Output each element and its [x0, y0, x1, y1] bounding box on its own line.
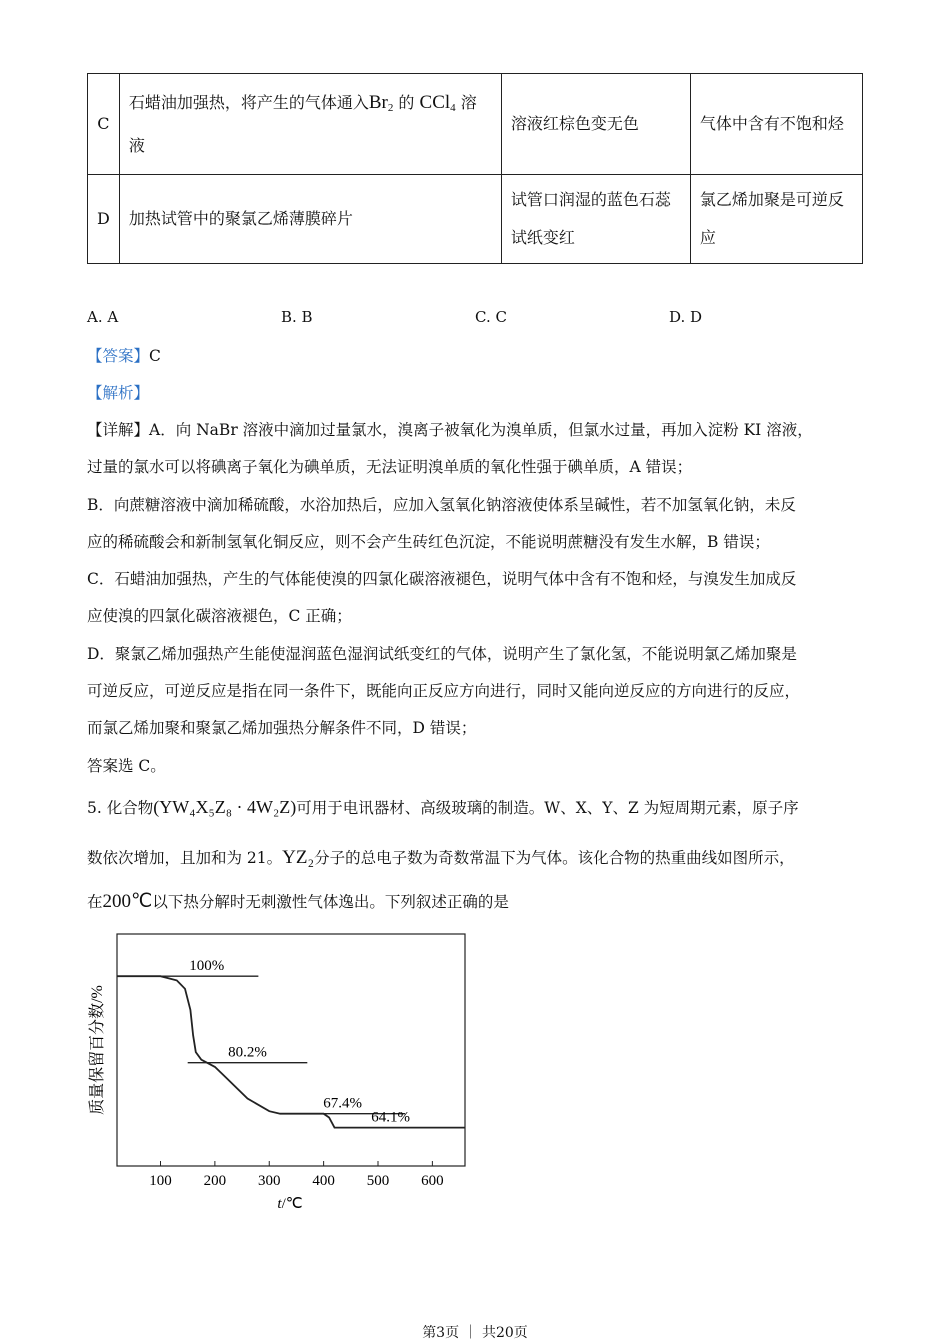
- conclusion-cell: 氯乙烯加聚是可逆反应: [690, 175, 862, 264]
- table-row: [88, 175, 863, 264]
- choice-b[interactable]: B. B: [281, 308, 313, 326]
- annotation-label: 100%: [189, 958, 225, 975]
- x-tick-label: 300: [258, 1173, 281, 1189]
- detail-line: B．向蔗糖溶液中滴加稀硫酸，水浴加热后，应加入氢氧化钠溶液使体系呈碱性，若不加氢氧化钠，未反: [87, 496, 796, 514]
- x-tick-label: 100: [149, 1173, 172, 1189]
- question5-line2: 数依次增加，且加和为 21。YZ₂分子的总电子数为奇数常温下为气体。该化合物的热重曲线如图所示，: [87, 847, 795, 868]
- x-tick-label: 200: [203, 1173, 227, 1189]
- choice-d[interactable]: D. D: [669, 308, 703, 326]
- x-tick-label: 500: [366, 1173, 390, 1189]
- detail-line: 应的稀硫酸会和新制氢氧化铜反应，则不会产生砖红色沉淀，不能说明蔗糖没有发生水解，B 错误；: [87, 533, 770, 551]
- detail-line: 过量的氯水可以将碘离子氧化为碘单质，无法证明溴单质的氧化性强于碘单质，A 错误；: [87, 458, 693, 476]
- choice-a[interactable]: A. A: [87, 308, 119, 326]
- conclusion-cell: 气体中含有不饱和烃: [690, 74, 862, 175]
- detail-line: 【详解】A．向 NaBr 溶液中滴加过量氯水，溴离子被氧化为溴单质，但氯水过量，再加入淀粉 KI 溶液，: [87, 421, 813, 439]
- annotation-label: 80.2%: [228, 1044, 267, 1061]
- detail-line: 而氯乙烯加聚和聚氯乙烯加强热分解条件不同，D 错误；: [87, 719, 477, 737]
- phenomenon-cell: 溶液红棕色变无色: [501, 74, 690, 175]
- row-label: D: [88, 175, 120, 264]
- annotation-label: 64.1%: [371, 1109, 410, 1126]
- row-label: C: [88, 74, 120, 175]
- detail-line: 可逆反应，可逆反应是指在同一条件下，既能向正反应方向进行，同时又能向逆反应的方向进行的反应，: [87, 682, 801, 700]
- question5-line3: 在200℃以下热分解时无刺激性气体逸出。下列叙述正确的是: [87, 891, 509, 912]
- tg-curve: [117, 976, 465, 1127]
- detail-line: D．聚氯乙烯加强热产生能使湿润蓝色湿润试纸变红的气体，说明产生了氯化氢，不能说明氯乙烯加聚是: [87, 645, 797, 663]
- y-axis-label: 质量保留百分数/%: [89, 985, 106, 1115]
- annotation-label: 67.4%: [323, 1095, 363, 1112]
- detail-conclusion: 答案选 C。: [87, 757, 166, 775]
- detail-line: 应使溴的四氯化碳溶液褪色，C 正确；: [87, 607, 352, 625]
- operation-cell: 加热试管中的聚氯乙烯薄膜碎片: [119, 175, 501, 264]
- answer-line: 【答案】C: [87, 347, 161, 365]
- choice-c[interactable]: C. C: [475, 308, 507, 326]
- x-tick-label: 600: [421, 1173, 444, 1189]
- thermogravimetric-chart: [80, 928, 480, 1218]
- analysis-heading: 【解析】: [87, 384, 150, 402]
- page-footer: 第3页 ｜ 共20页: [422, 1325, 528, 1341]
- detail-line: C．石蜡油加强热，产生的气体能使溴的四氯化碳溶液褪色，说明气体中含有不饱和烃，与溴发生加成反: [87, 570, 797, 588]
- operation-cell: 石蜡油加强热，将产生的气体通入$Br_2$ 的 CCl$_4$ 溶液: [119, 74, 501, 175]
- table-row: [88, 74, 863, 175]
- plot-frame: [117, 934, 465, 1166]
- question5-line1: 5. 化合物(YW₄X₅Z₈ · 4W₂Z)可用于电讯器材、高级玻璃的制造。W、X、Y、Z 为短周期元素，原子序: [87, 797, 799, 817]
- x-axis-label: t/℃: [277, 1196, 303, 1212]
- experiment-table: [87, 73, 863, 264]
- answer-choices: [87, 308, 863, 332]
- phenomenon-cell: 试管口润湿的蓝色石蕊试纸变红: [501, 175, 690, 264]
- x-tick-label: 400: [312, 1173, 335, 1189]
